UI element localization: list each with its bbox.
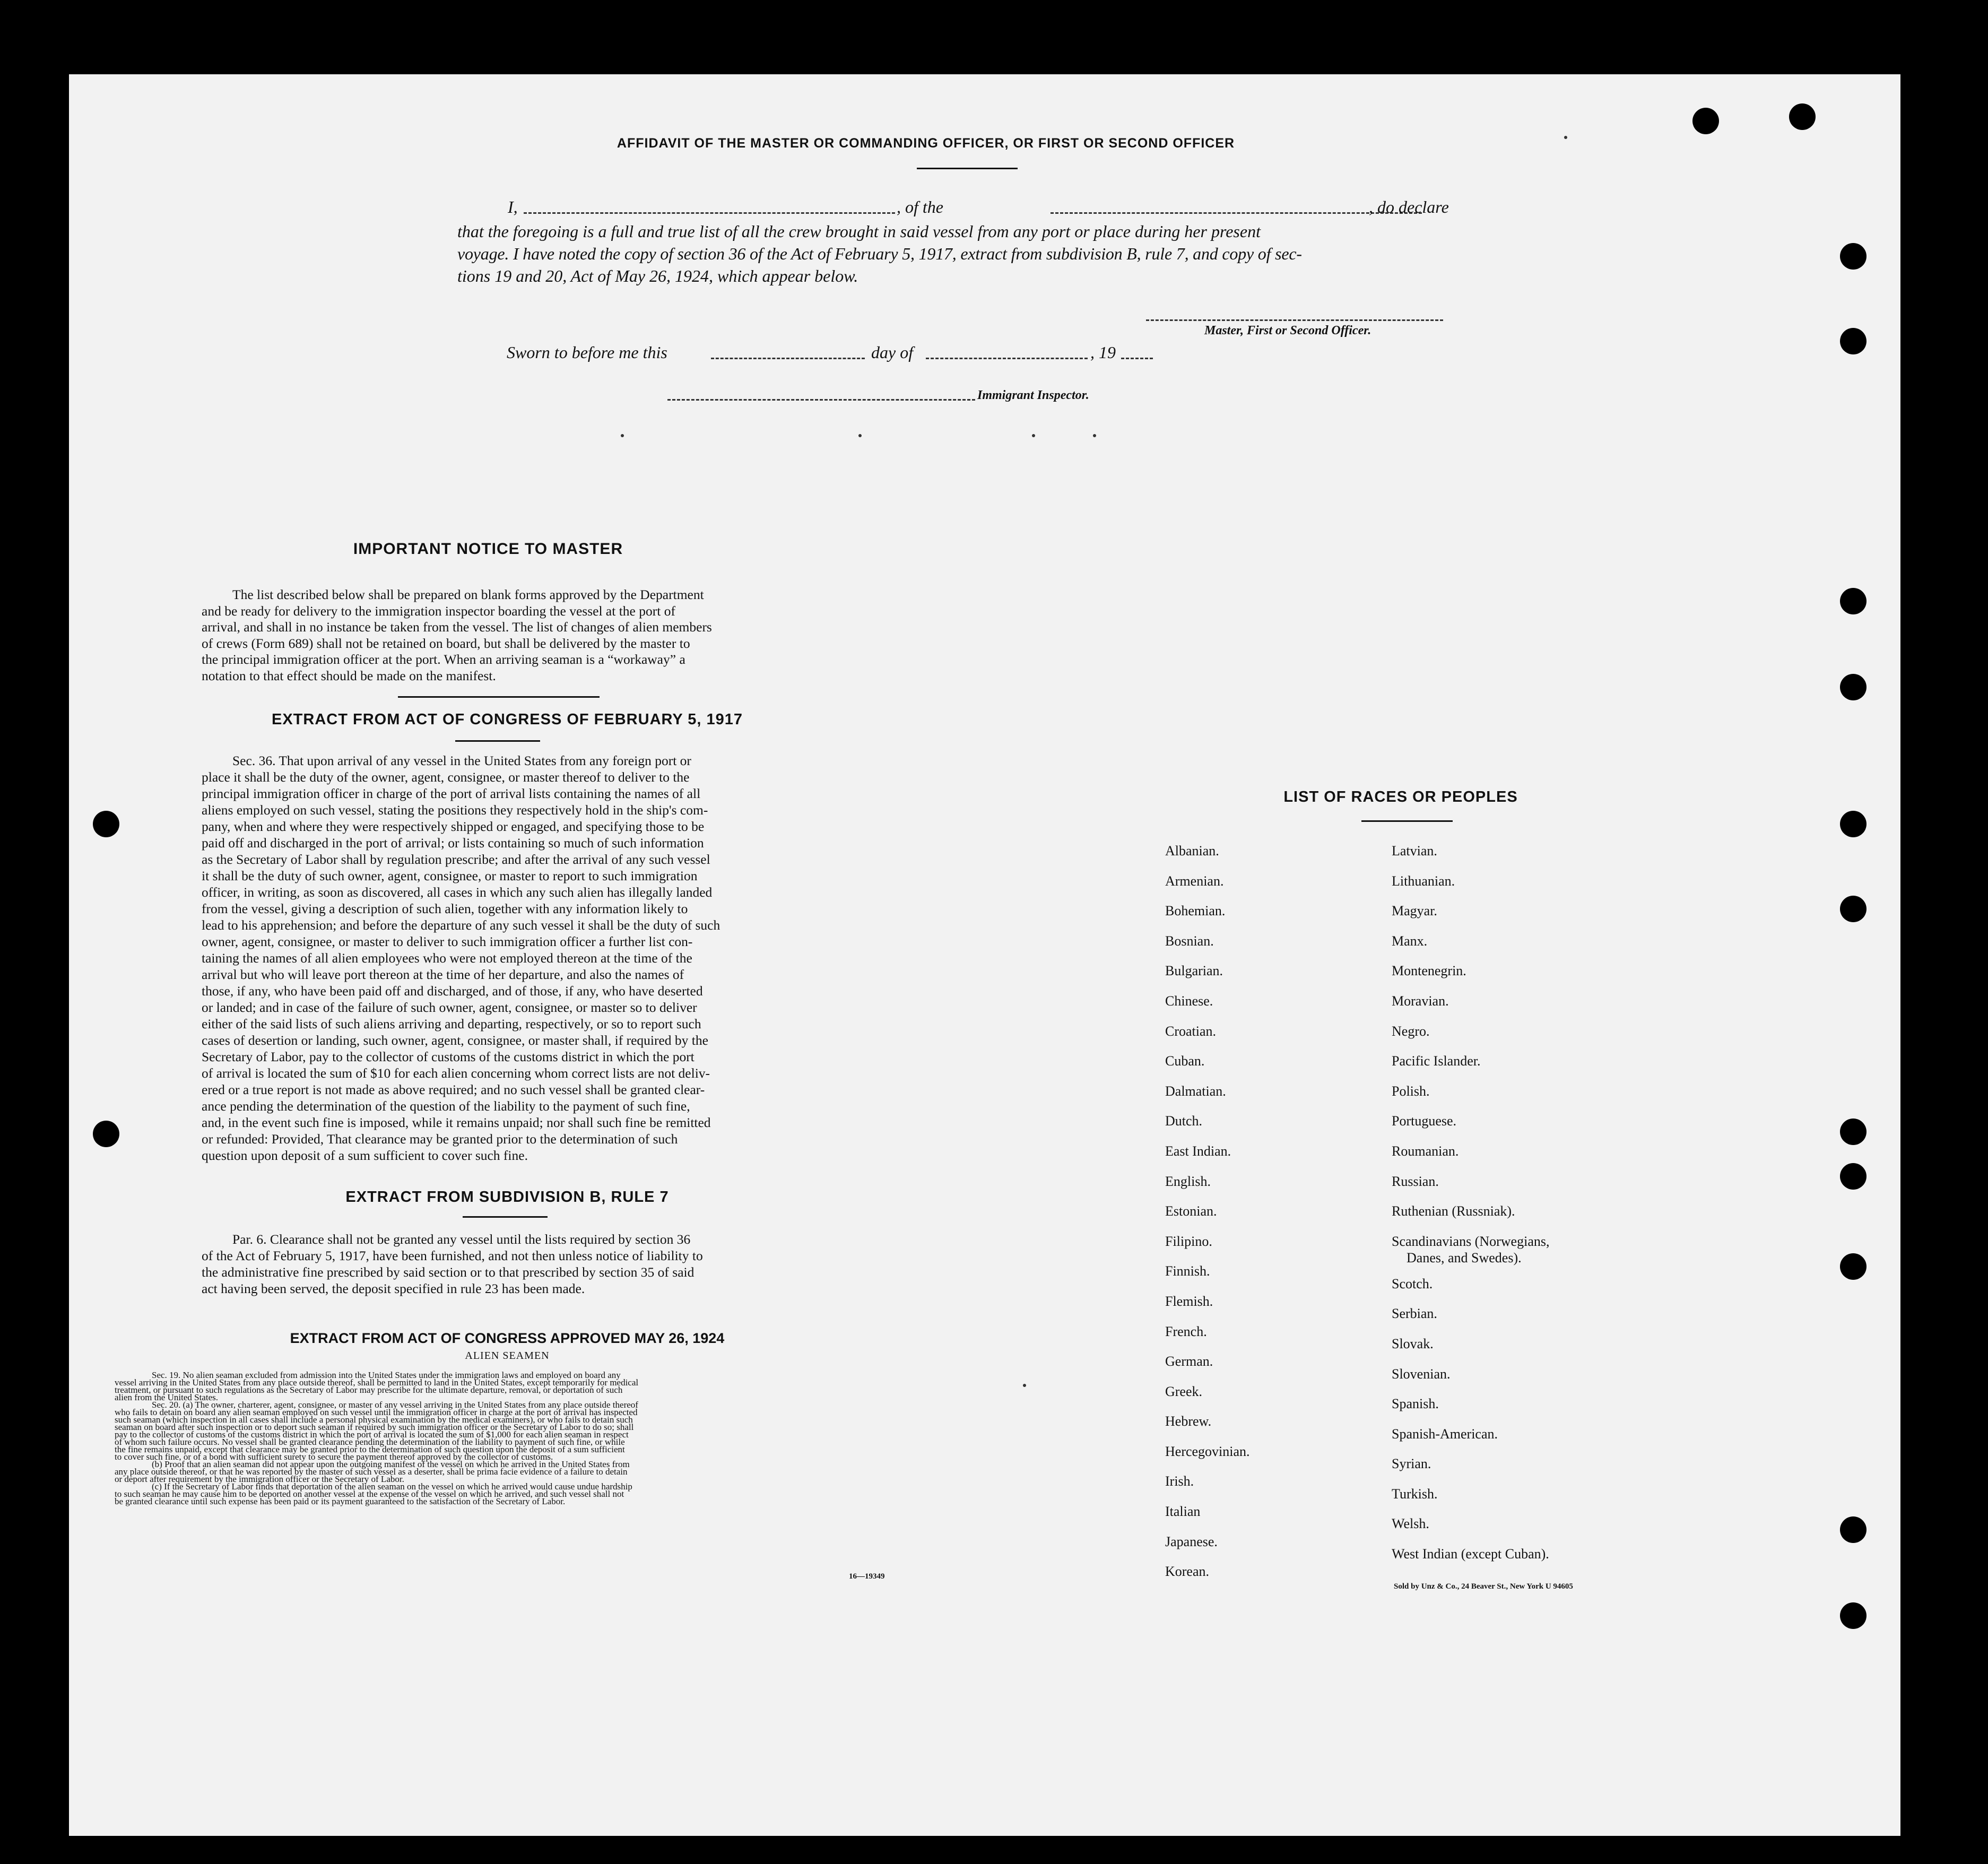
rule7-body	[202, 1231, 813, 1297]
signature-caption: Master, First or Second Officer.	[1204, 324, 1371, 337]
race-item: Portuguese.	[1392, 1113, 1457, 1129]
inspector-caption: Immigrant Inspector.	[977, 388, 1089, 402]
notice-line: notation to that effect should be made on the manifest.	[202, 667, 496, 683]
section-line: cases of desertion or landing, such owner, agent, consignee, or master shall, if required by the	[202, 1033, 708, 1048]
section-line: treatment, or pursuant to such regulations as the Secretary of Labor may prescribe for the ultimate departure, removal, or deportation of such	[115, 1385, 623, 1395]
scan-speck	[1032, 434, 1035, 437]
section-line: ered or a true report is not made as above required; and no such vessel shall be granted clear-	[202, 1082, 705, 1097]
races-title: LIST OF RACES OR PEOPLES	[1283, 788, 1518, 805]
sworn-day-of: day of	[871, 343, 914, 362]
race-item: Scandinavians (Norwegians,	[1392, 1233, 1550, 1249]
section-line: Par. 6. Clearance shall not be granted any vessel until the lists required by section 36	[232, 1232, 691, 1247]
section-line: any place outside thereof, or that he was reported by the master of such vessel as a deserter, shall be prima facie evidence of a failure to detain	[115, 1467, 628, 1477]
race-item: Serbian.	[1392, 1306, 1437, 1322]
section-line: principal immigration officer in charge of the port of arrival lists containing the names of all	[202, 786, 701, 801]
race-item: Dutch.	[1165, 1113, 1203, 1129]
race-item: Finnish.	[1165, 1263, 1210, 1279]
section-line: Sec. 20. (a) The owner, charterer, agent, consignee, or master of any vessel arriving in the United States from any place outside thereof	[152, 1400, 638, 1410]
section-line: or deport after requirement by the immigration officer or the Secretary of Labor.	[115, 1474, 404, 1484]
race-item: Slovenian.	[1392, 1366, 1451, 1382]
race-item: German.	[1165, 1354, 1213, 1369]
races-rule	[1361, 820, 1453, 822]
race-item: Hercegovinian.	[1165, 1443, 1250, 1459]
affidavit-rule	[917, 168, 1018, 169]
punch-hole	[1840, 674, 1867, 700]
race-item: Chinese.	[1165, 993, 1213, 1009]
race-item: Armenian.	[1165, 873, 1224, 889]
section-line: the administrative fine prescribed by said section or to that prescribed by section 35 of said	[202, 1264, 695, 1280]
section-line: be granted clearance until such expense has been paid or its payment guaranteed to the satisfaction of the Secretary of Labor.	[115, 1496, 566, 1506]
notice-line: The list described below shall be prepared on blank forms approved by the Department	[232, 587, 704, 602]
scan-speck	[858, 434, 862, 437]
act1924-title: EXTRACT FROM ACT OF CONGRESS APPROVED MAY 26, 1924	[290, 1330, 725, 1346]
section-line: act having been served, the deposit specified in rule 23 has been made.	[202, 1281, 585, 1296]
affidavit-title: AFFIDAVIT OF THE MASTER OR COMMANDING OFFICER, OR FIRST OR SECOND OFFICER	[617, 136, 1235, 151]
act1924-body	[115, 1372, 897, 1505]
races-col2	[1392, 836, 1549, 1570]
act1917-title: EXTRACT FROM ACT OF CONGRESS OF FEBRUARY 5, 1917	[271, 711, 743, 728]
race-item: French.	[1165, 1323, 1207, 1339]
notice-line: arrival, and shall in no instance be taken from the vessel. The list of changes of alien members	[202, 619, 712, 635]
section-line: lead to his apprehension; and before the departure of any such vessel it shall be the duty of such	[202, 917, 720, 933]
section-line: Secretary of Labor, pay to the collector of customs of the customs district in which the port	[202, 1049, 695, 1064]
race-item: Estonian.	[1165, 1203, 1217, 1219]
race-item: Negro.	[1392, 1023, 1430, 1039]
section-line: those, if any, who have been paid off and discharged, and of those, if any, who have deserted	[202, 983, 703, 999]
race-item: Korean.	[1165, 1564, 1210, 1580]
section-line: the fine remains unpaid, except that clearance may be granted prior to the determination of such question upon the deposit of a sum sufficient	[115, 1444, 625, 1454]
section-line: Sec. 19. No alien seaman excluded from admission into the United States under the immigration laws and employed on board any	[152, 1370, 621, 1380]
race-item: Syrian.	[1392, 1456, 1431, 1472]
section-line: to such seaman he may cause him to be deported on another vessel at the expense of the vessel on which he arrived, and such vessel shall not	[115, 1489, 624, 1499]
race-item: Hebrew.	[1165, 1414, 1212, 1429]
rule7-rule	[463, 1216, 548, 1218]
race-item: Danes, and Swedes).	[1407, 1250, 1522, 1265]
section-line: ance pending the determination of the question of the liability to the payment of such fine,	[202, 1098, 690, 1114]
section-line: to cover such fine, or of a bond with sufficient surety to secure the payment thereof approved by the collector of customs.	[115, 1452, 553, 1462]
race-item: Filipino.	[1165, 1233, 1212, 1249]
section-line: either of the said lists of such aliens arriving and departing, respectively, or so to report such	[202, 1016, 701, 1031]
punch-hole	[93, 811, 119, 837]
race-item: Flemish.	[1165, 1293, 1213, 1309]
section-line: such seaman (which inspection in all cases shall include a personal physical examination by the medical examiners), or who fails to detain such	[115, 1415, 633, 1425]
punch-hole	[1840, 243, 1867, 270]
sworn-month-blank[interactable]	[926, 358, 1088, 359]
sworn-text: Sworn to before me this	[507, 343, 667, 362]
notice-line: of crews (Form 689) shall not be retained on board, but shall be delivered by the master to	[202, 635, 690, 651]
race-item: Cuban.	[1165, 1053, 1205, 1069]
race-item: Dalmatian.	[1165, 1083, 1226, 1099]
section-line: officer, in writing, as soon as discovered, all cases in which any such alien has illegally landed	[202, 885, 713, 900]
race-item: Spanish-American.	[1392, 1426, 1498, 1442]
section-line: who fails to detain on board any alien seaman employed on such vessel until the immigration officer in charge at the port of arrival has inspected	[115, 1407, 638, 1417]
race-item: Ruthenian (Russniak).	[1392, 1203, 1515, 1219]
race-item: Croatian.	[1165, 1023, 1217, 1039]
affidavit-line2: that the foregoing is a full and true list of all the crew brought in said vessel from any port or place during her present	[457, 222, 1261, 241]
punch-hole	[1840, 1253, 1867, 1280]
race-item: Russian.	[1392, 1173, 1439, 1189]
notice-title: IMPORTANT NOTICE TO MASTER	[353, 540, 623, 558]
race-item: Pacific Islander.	[1392, 1053, 1481, 1069]
punch-hole	[1840, 1516, 1867, 1543]
section-line: or refunded: Provided, That clearance may be granted prior to the determination of such	[202, 1131, 678, 1147]
section-line: of whom such failure occurs. No vessel shall be granted clearance pending the determination of the liability to payment of such fine, or while	[115, 1437, 625, 1447]
notice-line: the principal immigration officer at the port. When an arriving seaman is a “workaway” a	[202, 652, 685, 667]
affidavit-line1	[457, 197, 1476, 221]
race-item: Spanish.	[1392, 1396, 1439, 1412]
sworn-day-blank[interactable]	[711, 358, 865, 359]
race-item: Roumanian.	[1392, 1143, 1459, 1159]
section-line: question upon deposit of a sum sufficient to cover such fine.	[202, 1148, 528, 1163]
act1917-body	[202, 752, 813, 1164]
punch-hole	[1840, 1602, 1867, 1629]
section-line: pay to the collector of customs of the customs district in which the port of arrival is located the sum of $1,000 for each alien seaman in respect	[115, 1429, 629, 1440]
section-line: and, in the event such fine is imposed, while it remains unpaid; nor shall such fine be remitted	[202, 1115, 711, 1130]
section-line: as the Secretary of Labor shall by regulation prescribe; and after the arrival of any such vessel	[202, 852, 710, 867]
race-item: Polish.	[1392, 1083, 1430, 1099]
race-item: Lithuanian.	[1392, 873, 1455, 889]
section-line: seaman on board after such inspection or to deport such seaman if required by such immigration officer or the Secretary of Labor to do so; shall	[115, 1422, 634, 1432]
punch-hole	[1840, 1163, 1867, 1190]
section-line: of arrival is located the sum of $10 for each alien concerning whom correct lists are not deliv-	[202, 1065, 710, 1081]
section-line: pany, when and where they were respectively shipped or engaged, and specifying those to be	[202, 819, 705, 834]
race-item: Welsh.	[1392, 1516, 1429, 1532]
punch-hole	[1840, 1119, 1867, 1145]
race-item: Latvian.	[1392, 843, 1437, 859]
affidavit-do-declare: , do declare	[1369, 197, 1449, 216]
race-item: West Indian (except Cuban).	[1392, 1546, 1549, 1562]
section-line: (c) If the Secretary of Labor finds that deportation of the alien seaman on the vessel on which he arrived would cause undue hardship	[152, 1481, 632, 1492]
race-item: Japanese.	[1165, 1533, 1218, 1549]
scan-speck	[1023, 1384, 1026, 1387]
race-item: Turkish.	[1392, 1486, 1438, 1502]
sworn-line	[507, 343, 1175, 366]
punch-hole	[1840, 811, 1867, 837]
section-line: from the vessel, giving a description of such alien, together with any information likely to	[202, 901, 688, 916]
signature-line[interactable]	[1146, 319, 1443, 321]
inspector-signature-line[interactable]	[667, 399, 975, 401]
affidavit-i: I,	[508, 197, 518, 216]
section-line: aliens employed on such vessel, stating the positions they respectively hold in the ship's com-	[202, 802, 708, 818]
act1924-subtitle: ALIEN SEAMEN	[465, 1350, 550, 1362]
form-number: 16—19349	[849, 1572, 885, 1581]
section-line: arrival but who will leave port thereon at the time of her departure, and also the names of	[202, 967, 684, 982]
race-item: Albanian.	[1165, 843, 1219, 859]
punch-hole	[1789, 103, 1816, 130]
section-line: or landed; and in case of the failure of such owner, agent, consignee, or master so to deliver	[202, 1000, 697, 1015]
race-item: Manx.	[1392, 933, 1428, 949]
race-item: Magyar.	[1392, 903, 1437, 919]
race-item: East Indian.	[1165, 1143, 1231, 1159]
section-line: place it shall be the duty of the owner, agent, consignee, or master thereof to deliver to the	[202, 769, 690, 785]
section-line: vessel arriving in the United States from any place outside thereof, shall be permitted to land in the United States, except temporarily for medical	[115, 1377, 639, 1388]
race-item: Montenegrin.	[1392, 963, 1466, 979]
printer-imprint: Sold by Unz & Co., 24 Beaver St., New York U 94605	[1394, 1582, 1573, 1591]
races-col1	[1165, 836, 1250, 1587]
race-item: Slovak.	[1392, 1336, 1434, 1351]
affidavit-of-the: , of the	[897, 197, 943, 216]
race-item: Scotch.	[1392, 1276, 1433, 1291]
scan-speck	[1093, 434, 1096, 437]
punch-hole	[1840, 328, 1867, 354]
section-line: owner, agent, consignee, or master to deliver to such immigration officer a further list con-	[202, 934, 693, 949]
section-line: (b) Proof that an alien seaman did not appear upon the outgoing manifest of the vessel on which he arrived in the United States from	[152, 1459, 630, 1469]
punch-hole	[1840, 896, 1867, 922]
sworn-year-blank[interactable]	[1121, 358, 1153, 359]
scan-speck	[621, 434, 624, 437]
punch-hole	[1692, 108, 1719, 134]
race-item: Bosnian.	[1165, 933, 1214, 949]
notice-rule	[398, 696, 600, 698]
race-item: Greek.	[1165, 1383, 1203, 1399]
section-line: alien from the United States.	[115, 1392, 218, 1402]
section-line: paid off and discharged in the port of arrival; or lists containing so much of such information	[202, 835, 704, 851]
sworn-year: , 19	[1090, 343, 1116, 362]
race-item: Moravian.	[1392, 993, 1449, 1009]
affidavit-line3: voyage. I have noted the copy of section 36 of the Act of February 5, 1917, extract from subdivision B, rule 7, and copy of sec-	[457, 244, 1302, 263]
race-item: Italian	[1165, 1504, 1201, 1520]
vessel-name-blank[interactable]	[1051, 212, 1422, 214]
punch-hole	[93, 1121, 119, 1147]
race-item: Irish.	[1165, 1473, 1194, 1489]
section-line: of the Act of February 5, 1917, have been furnished, and not then unless notice of liability to	[202, 1248, 703, 1263]
race-item: Bulgarian.	[1165, 963, 1223, 979]
section-line: Sec. 36. That upon arrival of any vessel in the United States from any foreign port or	[232, 753, 691, 768]
rule7-title: EXTRACT FROM SUBDIVISION B, RULE 7	[345, 1189, 669, 1206]
act1917-rule	[455, 740, 540, 742]
race-item: English.	[1165, 1173, 1211, 1189]
section-line: taining the names of all alien employees who were not employed thereon at the time of the	[202, 950, 692, 966]
affidavit-line4: tions 19 and 20, Act of May 26, 1924, which appear below.	[457, 266, 858, 285]
master-name-blank[interactable]	[524, 212, 895, 214]
scan-speck	[1564, 136, 1567, 139]
race-item: Bohemian.	[1165, 903, 1226, 919]
punch-hole	[1840, 588, 1867, 614]
section-line: it shall be the duty of such owner, agent, consignee, or master to report to such immigration	[202, 868, 698, 883]
notice-body	[202, 587, 813, 684]
notice-line: and be ready for delivery to the immigration inspector boarding the vessel at the port of	[202, 603, 675, 619]
